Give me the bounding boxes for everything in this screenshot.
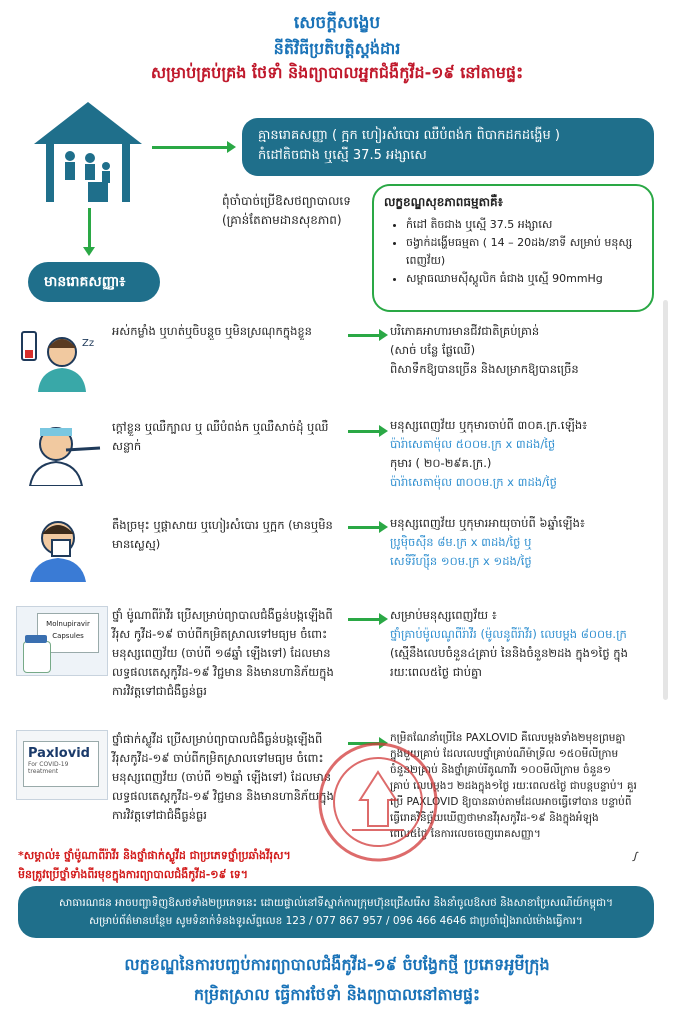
poster-title-line3: សម្រាប់គ្រប់គ្រង ថែទាំ និងព្យាបាលអ្នកជំងឺកូវីដ-១៩ នៅតាមផ្ទះ	[150, 63, 524, 82]
treatment-line: ប្រើ PAXLOVID ឱ្យបានឆាប់តាមដែលអាចធ្វើទៅបាន បន្ទាប់ពី	[390, 796, 632, 808]
discharge-criteria-title-line1: លក្ខខណ្ឌនៃការបញ្ចប់ការព្យាបាលជំងឺកូវីដ-១៩ ចំបង្វែកថ្មី ប្រភេទអូមីក្រុង	[124, 955, 550, 974]
normal-health-criteria-box	[372, 184, 654, 312]
medication-dose: ថ្នាំគ្រាប់ម៉ូលណូពីរ៉ាវីរ (ម៉ូលនូពីរ៉ាវីរ) លេបម្តង ៨០០ម.ក្រ	[390, 627, 627, 641]
fever-person-icon	[16, 418, 106, 486]
arrow-right-icon	[348, 526, 382, 529]
treatment-line: ក្នុងមួយគ្រាប់ ដែលលេបថ្នាំគ្រាប់ណឺម៉ាទ្រីល ១៥០មីលីក្រាម	[390, 748, 619, 760]
treatment-text	[390, 322, 652, 379]
treatment-line: កម្រិតណែនាំប្រើនៃ PAXLOVID គឺលេបម្តងទាំង២មុខព្រមគ្នា	[390, 732, 626, 744]
criteria-item: • សម្ពាធឈាមស៊ីស្តូលិក ធំជាង ឬស្មើ 90mmHg	[406, 270, 642, 288]
treatment-line: ចំនួន២គ្រាប់ និងថ្នាំគ្រាប់រីតូណាវីរ ១០០មីលីក្រាម ចំនួន១	[390, 764, 611, 776]
no-symptoms-line1: គ្មានរោគសញ្ញា ( ក្អក ហៀរសំបោរ ឈឺបំពង់ក ពិបាកដកដង្ហើម )	[258, 128, 560, 143]
criteria-item: • ចង្វាក់ដង្ហើមធម្មតា ( 14 – 20ដង/នាទី សម្រាប់ មនុស្សពេញវ័យ)	[406, 234, 642, 270]
treatment-line: មនុស្សពេញវ័យ ឬកុមារចាប់ពី ៣០គ.ក្រ.ឡើង៖	[390, 418, 588, 432]
arrow-right-icon	[152, 146, 230, 149]
scrollbar[interactable]	[663, 300, 668, 700]
medication-dose: ប្រូម៉ិចស៊ីន ៨ម.ក្រ x ៣ដង/ថ្ងៃ ឬ	[390, 535, 532, 549]
molnupiravir-package-image	[16, 606, 108, 676]
treatment-line: (ស្មើនឹងលេបចំនួន៤គ្រាប់ នៃនិងចំនួន២ដង ក្នុង១ថ្ងៃ ក្នុង	[390, 646, 628, 660]
treatment-line: គ្រាប់ លេបម្តងៗ ២ដងក្នុង១ថ្ងៃ រយៈពេល៥ថ្ងៃ ជាបន្តបន្ទាប់។ គួរ	[390, 780, 637, 792]
purchase-info-banner	[18, 886, 654, 938]
treatment-text	[390, 514, 652, 571]
symptom-text: ថ្នាំផាក់ស្លូវីដ ប្រើសម្រាប់ព្យាបាលជំងឺធ្ងន់បង្កឡើងពីវីរុសកូវីដ-១៩ ចាប់ពីកម្រិតស្រាលទៅមធ្យម ចំពោះមនុស្សពេញវ័យ (ចាប់ពី ១២ឆ្នាំ ឡើងទៅ) ដែលមានលទ្ធផលតេស្តកូវីដ-១៩ វិជ្ជមាន និងមានហានិភ័យក្នុងការវិវត្តទៅជាជំងឺធ្ងន់ធ្ងរ	[112, 732, 334, 822]
no-symptoms-line2: កំដៅតិចជាង ឬស្មើ 37.5 អង្សាសេ	[258, 148, 427, 163]
treatment-line: ពេល៥ថ្ងៃ នៃការលេចចេញរោគសញ្ញា។	[390, 828, 541, 840]
paxlovid-package-image	[16, 730, 108, 800]
footer-line: សម្រាប់ព័ត៌មានបន្ថែម សូមទំនាក់ទំនងទូរស័ព្ទលេខ 123 / 077 867 957 / 096 466 4646 ជាប្រចាំរៀងរាល់ម៉ោងធ្វើការ។	[89, 915, 583, 927]
treatment-text	[390, 606, 652, 682]
home-family-icon	[30, 98, 146, 206]
criteria-title: លក្ខខណ្ឌសុខភាពធម្មតាគឺ៖	[384, 195, 503, 209]
poster-title-line2: នីតិវិធីប្រតិបត្តិស្តង់ដារ	[273, 39, 401, 58]
medication-dose: ប៉ារ៉ាសេតាម៉ុល ៣០០ម.ក្រ x ៣ដង/ថ្ងៃ	[390, 475, 557, 489]
note-line: មិនត្រូវប្រើថ្នាំទាំងពីរមុខក្នុងការព្យាបាលជំងឺកូវីដ-១៩ ទេ។	[18, 868, 248, 881]
arrow-right-icon	[348, 334, 382, 337]
note-line: *សម្គាល់៖ ថ្នាំម៉ូណាពីរ៉ាវីរ និងថ្នាំផាក់ស្លូវីដ ជាប្រភេទថ្នាំប្រឆាំងវីរុស។	[18, 849, 291, 862]
discharge-criteria-title-line2: កម្រិតស្រាល ធ្វើការថែទាំ និងព្យាបាលនៅតាមផ្ទះ	[193, 985, 481, 1004]
no-symptoms-box	[242, 118, 654, 176]
medication-dose: ប៉ារ៉ាសេតាម៉ុល ៥០០ម.ក្រ x ៣ដង/ថ្ងៃ	[390, 437, 556, 451]
medication-dose: សេទីរីហ្ស៊ីន ១០ម.ក្រ x ១ដង/ថ្ងៃ	[390, 554, 532, 568]
poster-title-line1: សេចក្តីសង្ខេប	[293, 13, 381, 33]
treatment-line: ពិសាទឹកឱ្យបានច្រើន និងសម្រាកឱ្យបានច្រើន	[390, 362, 579, 376]
treatment-line: បរិភោគអាហារមានជីវជាតិគ្រប់គ្រាន់	[390, 324, 540, 338]
tired-person-icon	[16, 324, 106, 392]
treatment-text	[390, 416, 652, 492]
footer-line: សាធារណជន អាចបញ្ជាទិញឱសថទាំង២ប្រភេទនេះ ដោយផ្ទាល់នៅទីស្នាក់ការក្រុមហ៊ុនជ្រើសរើស និងនាំចូលឱសថ និងសាខាប្រែសណីយ៍កម្ពុជា។	[59, 897, 613, 909]
treatment-line: សម្រាប់មនុស្សពេញវ័យ ៖	[390, 608, 497, 622]
arrow-right-icon	[348, 618, 382, 621]
symptom-text: ថ្នាំ ម៉ូណាពីរ៉ាវីរ ប្រើសម្រាប់ព្យាបាលជំងឺធ្ងន់បង្កឡើងពីវីរុស កូវីដ-១៩ ចាប់ពីកម្រិតស្រាលទៅមធ្យម ចំពោះមនុស្សពេញវ័យ (ចាប់ពី ១៨ឆ្នាំ ឡើងទៅ) ដែលមានលទ្ធផលតេស្តកូវីដ-១៩ វិជ្ជមាន និងមានហានិភ័យក្នុងការវិវត្តទៅជាជំងឺធ្ងន់ធ្ងរ	[112, 608, 334, 698]
symptom-text: ក្តៅខ្លួន ឬឈឺក្បាល ឬ ឈឺបំពង់ក ឬឈឺសាច់ដុំ ឬឈឺសន្លាក់	[112, 420, 329, 453]
package-label: Capsules	[52, 632, 84, 640]
criteria-item: • កំដៅ តិចជាង ឬស្មើ 37.5 អង្សាសេ	[406, 216, 642, 234]
treatment-line: មនុស្សពេញវ័យ ឬកុមារអាយុចាប់ពី ៦ឆ្នាំឡើង៖	[390, 516, 585, 530]
treatment-line: ធ្វើរោគវិនិច្ឆ័យឃើញថាមានវីរុសកូវីដ-១៩ និងក្នុងអំឡុង	[390, 812, 599, 824]
svg-text:Zz: Zz	[82, 338, 95, 349]
treatment-line: (សាច់ បន្លែ ផ្លែឈើ)	[390, 343, 476, 357]
has-symptoms-label: មានរោគសញ្ញា៖	[28, 262, 160, 302]
symptom-text: អស់កម្លាំង ឬហត់ឬចិបន្តួច ឬមិនស្រណុកក្នុងខ្លួន	[112, 324, 312, 338]
sneezing-person-icon	[16, 514, 106, 582]
symptom-text: តឹងច្រមុះ ឬផ្តាសាយ ឬហៀរសំបោរ ឬក្អក (មានឬមិនមានស្លេស្ម)	[112, 518, 333, 551]
arrow-right-icon	[348, 430, 382, 433]
medication-note	[18, 846, 458, 884]
arrow-down-icon	[88, 208, 91, 250]
no-medicine-note: ពុំចាំបាច់ប្រើឱសថព្យាបាលទេ (គ្រាន់តែតាមដានសុខភាព)	[222, 194, 351, 227]
package-label: Paxlovid	[28, 746, 90, 761]
signature-mark: ꭍ	[632, 850, 637, 864]
package-label: Molnupiravir	[46, 620, 90, 628]
treatment-line: រយៈពេល៥ថ្ងៃ ជាប់គ្នា	[390, 665, 482, 679]
treatment-line: កុមារ ( ២០-២៩គ.ក្រ.)	[390, 456, 492, 470]
package-label: For COVID-19 treatment	[28, 761, 69, 775]
